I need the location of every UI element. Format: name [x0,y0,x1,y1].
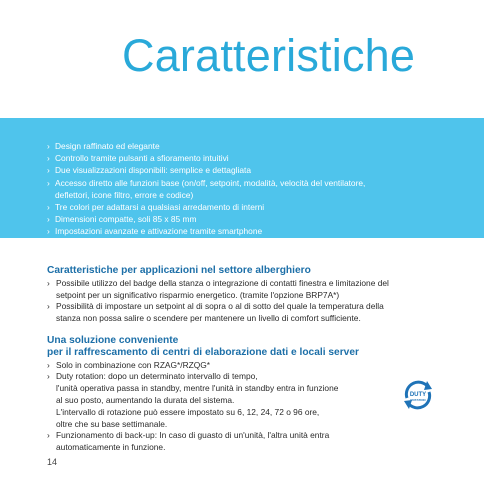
page-number: 14 [47,457,58,467]
features-band [0,118,484,238]
hotel-item: › Possibilità di impostare un setpoint al di sopra o al di sotto del quale la temperatura della stanza non possa salire o scendere per mantenere un livello di comfort sufficiente. [47,301,384,324]
duty-rotation-icon [401,378,435,412]
feature-item: › Tre colori per adattarsi a qualsiasi arredamento di interni [47,202,265,213]
server-heading: Una soluzione conveniente per il raffrescamento di centri di elaborazione dati e locali server [47,335,359,358]
hotel-list [47,278,447,325]
feature-item-continuation: deflettori, icone filtro, errore e codice) [55,189,194,200]
server-item: › Funzionamento di back-up: In caso di guasto di un'unità, l'altra unità entra automaticamente in funzione. [47,430,330,453]
server-section [47,335,447,454]
hotel-item: › Possibile utilizzo del badge della stanza o integrazione di contatti finestra e limitazione del setpoint per un significativo risparmio energetico. (tramite l'opzione BRP7A*) [47,277,389,300]
server-item: › Duty rotation: dopo un determinato intervallo di tempo, l'unità operativa passa in standby, mentre l'unità in standby entra in funzione al suo posto, aumentando la durata del sistema. L'intervallo di rotazione può essere impostato su 6, 12, 24, 72 o 96 ore, oltre che su base settimanale. [47,371,339,429]
server-item: › Solo in combinazione con RZAG*/RZQG* [47,359,211,370]
feature-item: › Dimensioni compatte, soli 85 x 85 mm [47,214,197,225]
badge-label-rotation: ROTATION [410,398,426,402]
hotel-section [47,265,447,325]
feature-item: › Design raffinato ed elegante [47,141,160,151]
hotel-heading: Caratteristiche per applicazioni nel settore alberghiero [47,265,311,276]
badge-label-duty: DUTY [409,392,427,398]
feature-item: › Controllo tramite pulsanti a sfioramento intuitivi [47,153,229,164]
feature-item: › Impostazioni avanzate e attivazione tramite smartphone [47,226,263,237]
page-title: Caratteristiche [122,30,416,81]
features-list [47,140,447,238]
feature-item: › Accesso diretto alle funzioni base (on/off, setpoint, modalità, velocità del ventilatore, [47,177,366,188]
server-list [47,360,447,454]
feature-item: › Due visualizzazioni disponibili: semplice e dettagliata [47,165,251,176]
